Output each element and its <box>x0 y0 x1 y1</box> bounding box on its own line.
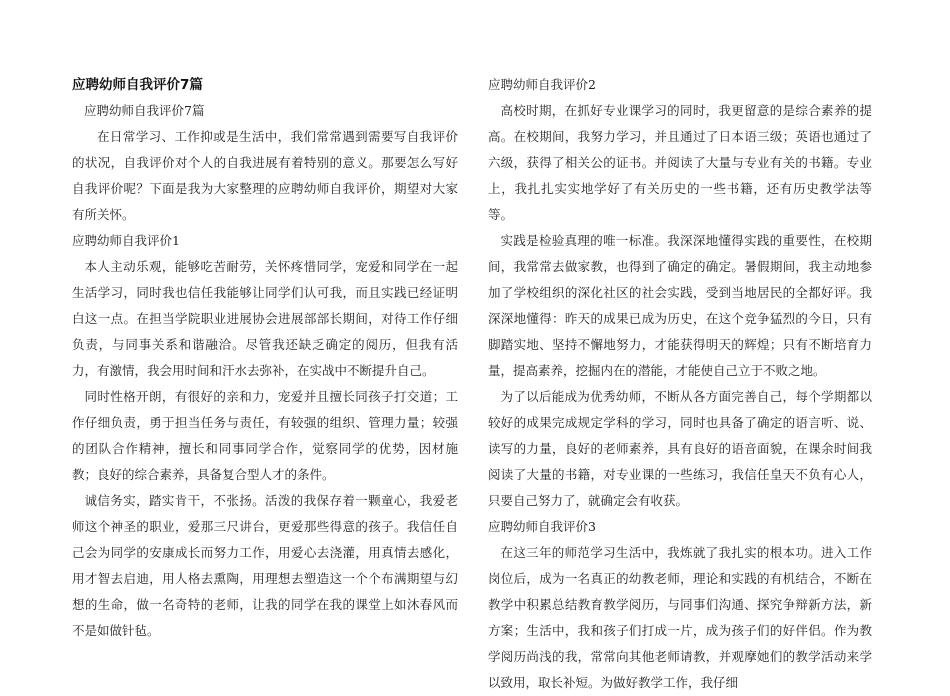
intro-paragraph: 在日常学习、工作抑或是生活中，我们常常遇到需要写自我评价的状况，自我评价对个人的自我进展有着特别的意义。那要怎么写好自我评价呢？下面是我为大家整理的应聘幼师自我评价，期望对大家有所关怀。 <box>72 129 458 222</box>
document-title: 应聘幼师自我评价7篇 <box>72 77 203 93</box>
section-1-paragraph-2: 同时性格开朗，有很好的亲和力，宠爱并且擅长同孩子打交道；工作仔细负责，勇于担当任务与责任，有较强的组织、管理力量；较强的团队合作精神，擅长和同事同学合作，觉察同学的优势，因材施教；良好的综合素养，具备复合型人才的条件。 <box>72 389 458 482</box>
section-heading-2: 应聘幼师自我评价2 <box>488 77 596 92</box>
section-1-paragraph-1: 本人主动乐观，能够吃苦耐劳，关怀疼惜同学，宠爱和同学在一起生活学习，同时我也信任我能够让同学们认可我，而且实践已经证明白这一点。在担当学院职业进展协会进展部部长期间，对待工作仔细负责，与同事关系和谐融洽。尽管我还缺乏确定的阅历，但我有活力，有激情，我会用时间和汗水去弥补，在实战中不断提升自己。 <box>72 259 458 378</box>
section-heading-1: 应聘幼师自我评价1 <box>72 233 180 248</box>
left-column <box>72 228 458 644</box>
section-1-paragraph-3: 诚信务实，踏实肯干，不张扬。活泼的我保存着一颗童心，我爱老师这个神圣的职业，爱那三尺讲台，更爱那些得意的孩子。我信任自己会为同学的安康成长而努力工作，用爱心去浇灌，用真情去感化，用才智去启迪，用人格去熏陶，用理想去塑造这一个个布满期望与幻想的生命，做一名奇特的老师，让我的同学在我的课堂上如沐春风而不是如做针毡。 <box>72 493 458 638</box>
section-2-paragraph-3: 为了以后能成为优秀幼师，不断从各方面完善自己，每个学期都以较好的成果完成规定学科的学习，同时也具备了确定的语言听、说、读写的力量，良好的老师素养，具有良好的语音面貌，在课余时间我阅读了大量的书籍，对专业课的一些练习，我信任皇天不负有心人，只要自己努力了，就确定会有收获。 <box>488 389 872 508</box>
section-2-paragraph-1: 高校时期，在抓好专业课学习的同时，我更留意的是综合素养的提高。在校期间，我努力学习，并且通过了日本语三级；英语也通过了六级，获得了相关公的证书。并阅读了大量与专业有关的书籍。专业上，我扎扎实实地学好了有关历史的一些书籍，还有历史教学法等等。 <box>488 103 872 222</box>
document-subtitle: 应聘幼师自我评价7篇 <box>84 103 205 118</box>
right-column <box>488 72 872 696</box>
section-2-paragraph-2: 实践是检验真理的唯一标准。我深深地懂得实践的重要性，在校期间，我常常去做家教，也得到了确定的确定。暑假期间，我主动地参加了学校组织的深化社区的社会实践，受到当地居民的全都好评。我深深地懂得：昨天的成果已成为历史，在这个竞争猛烈的今日，只有脚踏实地、坚持不懈地努力，才能获得明天的辉煌；只有不断培育力量，提高素养，挖掘内在的潜能，才能使自己立于不败之地。 <box>488 233 872 378</box>
section-heading-3: 应聘幼师自我评价3 <box>488 519 596 534</box>
section-3-paragraph-1: 在这三年的师范学习生活中，我炼就了我扎实的根本功。进入工作岗位后，成为一名真正的幼教老师，理论和实践的有机结合，不断在教学中积累总结教育教学阅历，与同事们沟通、探究争辩新方法，新方案；生活中，我和孩子们打成一片，成为孩子们的好伴侣。作为教学阅历尚浅的我，常常向其他老师请教，并观摩她们的教学活动来学以致用，取长补短。为做好教学工作，我仔细 <box>488 545 872 690</box>
